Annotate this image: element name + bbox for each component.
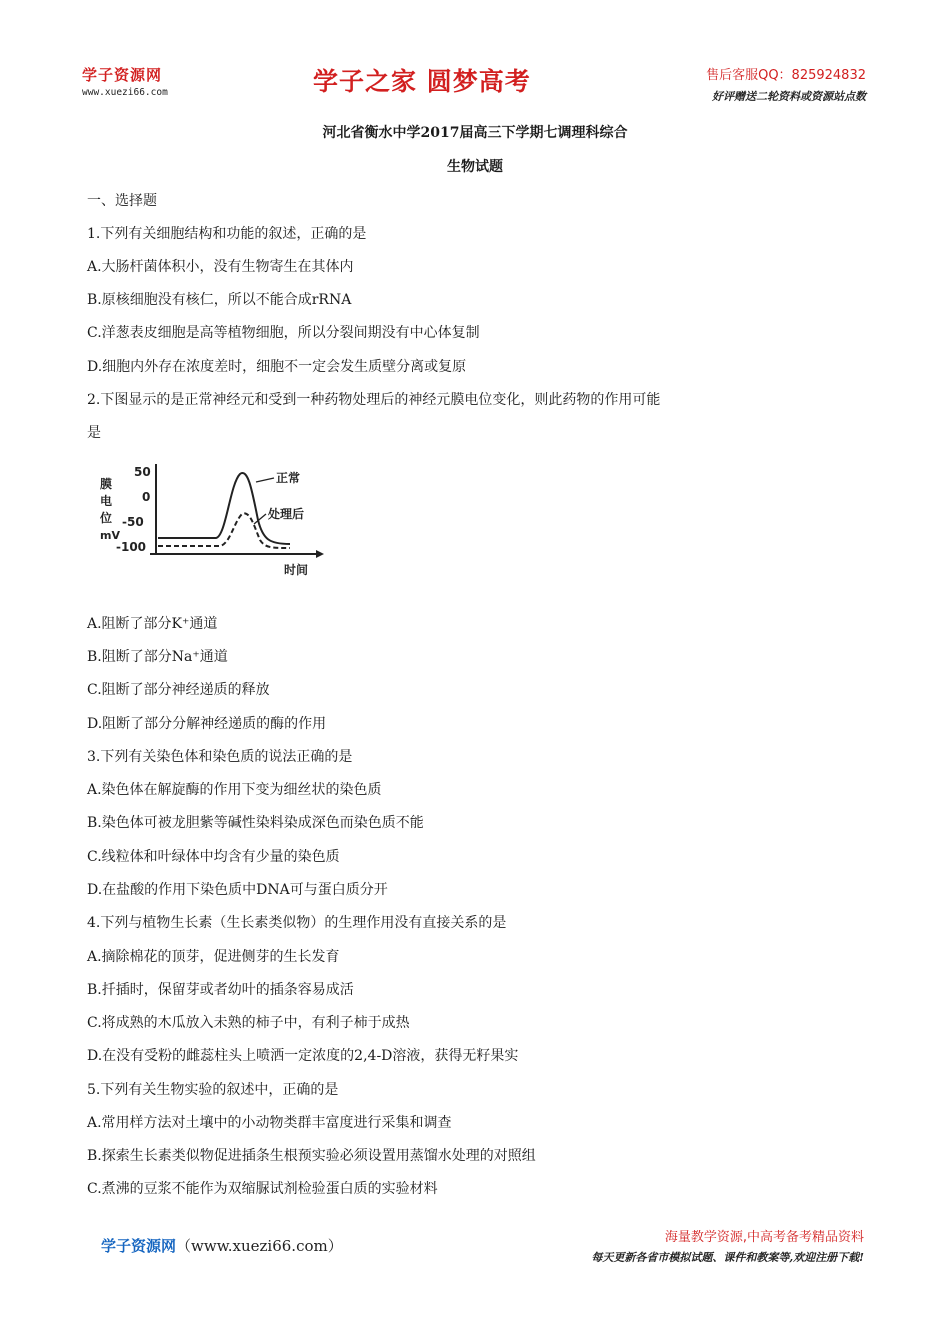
figure-ylabel-2: 电 <box>100 494 113 508</box>
tick-minus-100: -100 <box>116 540 147 554</box>
section-heading: 一、选择题 <box>87 193 157 209</box>
service-note: 好评赠送二轮资料或资源站点数 <box>712 90 866 103</box>
question-2-option-c: C.阻断了部分神经递质的释放 <box>87 682 270 698</box>
question-1-option-b: B.原核细胞没有核仁，所以不能合成rRNA <box>87 292 352 308</box>
question-1-option-c: C.洋葱表皮细胞是高等植物细胞，所以分裂间期没有中心体复制 <box>87 325 480 341</box>
question-4-option-a: A.摘除棉花的顶芽，促进侧芽的生长发育 <box>87 949 340 965</box>
question-1-option-a: A.大肠杆菌体积小，没有生物寄生在其体内 <box>87 259 354 275</box>
footer-promo-line-1: 海量教学资源,中高考备考精品资料 <box>664 1230 864 1245</box>
footer-url: （www.xuezi66.com） <box>176 1237 343 1255</box>
question-2-stem-cont: 是 <box>87 425 101 441</box>
question-3-option-c: C.线粒体和叶绿体中均含有少量的染色质 <box>87 849 340 865</box>
legend-normal: 正常 <box>276 471 301 485</box>
question-4-option-b: B.扦插时，保留芽或者幼叶的插条容易成活 <box>87 982 354 998</box>
doc-subtitle: 生物试题 <box>447 159 503 175</box>
logo-brand: 学子资源网 <box>82 66 163 84</box>
tick-50: 50 <box>134 465 151 479</box>
header-slogan: 学子之家 圆梦高考 <box>313 67 531 96</box>
figure-ylabel-3: 位 <box>100 511 113 525</box>
question-5-option-c: C.煮沸的豆浆不能作为双缩脲试剂检验蛋白质的实验材料 <box>87 1181 438 1197</box>
tick-minus-50: -50 <box>122 515 144 529</box>
header-logo[interactable] <box>82 64 168 98</box>
leader-treated <box>254 514 266 524</box>
question-3-stem: 3.下列有关染色体和染色质的说法正确的是 <box>87 749 353 765</box>
question-2-option-d: D.阻断了部分分解神经递质的酶的作用 <box>87 716 327 732</box>
question-2-option-b: B.阻断了部分Na⁺通道 <box>87 649 228 665</box>
footer-link[interactable] <box>101 1235 343 1256</box>
figure-ylabel-1: 膜 <box>100 477 113 491</box>
membrane-potential-figure <box>98 460 338 580</box>
question-4-option-d: D.在没有受粉的雌蕊柱头上喷洒一定浓度的2,4-D溶液，获得无籽果实 <box>87 1048 519 1064</box>
question-5-option-b: B.探索生长素类似物促进插条生根预实验必须设置用蒸馏水处理的对照组 <box>87 1148 536 1164</box>
question-2-option-a: A.阻断了部分K⁺通道 <box>87 616 218 632</box>
service-qq: 售后客服QQ：825924832 <box>706 68 866 83</box>
footer-promo <box>591 1226 864 1265</box>
leader-normal <box>256 478 274 482</box>
header-service <box>706 64 866 104</box>
question-3-option-b: B.染色体可被龙胆紫等碱性染料染成深色而染色质不能 <box>87 815 424 831</box>
doc-title: 河北省衡水中学2017届高三下学期七调理科综合 <box>322 125 628 141</box>
legend-treated: 处理后 <box>268 507 305 521</box>
question-1-option-d: D.细胞内外存在浓度差时，细胞不一定会发生质壁分离或复原 <box>87 359 467 375</box>
question-5-stem: 5.下列有关生物实验的叙述中，正确的是 <box>87 1082 339 1098</box>
question-1-stem: 1.下列有关细胞结构和功能的叙述，正确的是 <box>87 226 367 242</box>
footer-brand: 学子资源网 <box>101 1237 177 1255</box>
question-4-stem: 4.下列与植物生长素（生长素类似物）的生理作用没有直接关系的是 <box>87 915 507 931</box>
question-3-option-d: D.在盐酸的作用下染色质中DNA可与蛋白质分开 <box>87 882 388 898</box>
figure-yunit: mV <box>100 529 120 542</box>
question-4-option-c: C.将成熟的木瓜放入未熟的柿子中，有利子柿于成热 <box>87 1015 410 1031</box>
question-5-option-a: A.常用样方法对土壤中的小动物类群丰富度进行采集和调查 <box>87 1115 452 1131</box>
figure-xlabel: 时间 <box>284 563 309 577</box>
x-axis-arrow <box>316 550 324 558</box>
question-3-option-a: A.染色体在解旋酶的作用下变为细丝状的染色质 <box>87 782 382 798</box>
question-2-stem: 2.下图显示的是正常神经元和受到一种药物处理后的神经元膜电位变化，则此药物的作用可能 <box>87 392 661 408</box>
footer-promo-line-2: 每天更新各省市模拟试题、课件和教案等,欢迎注册下载! <box>591 1251 864 1264</box>
tick-0: 0 <box>142 490 151 504</box>
logo-url: www.xuezi66.com <box>82 87 168 98</box>
